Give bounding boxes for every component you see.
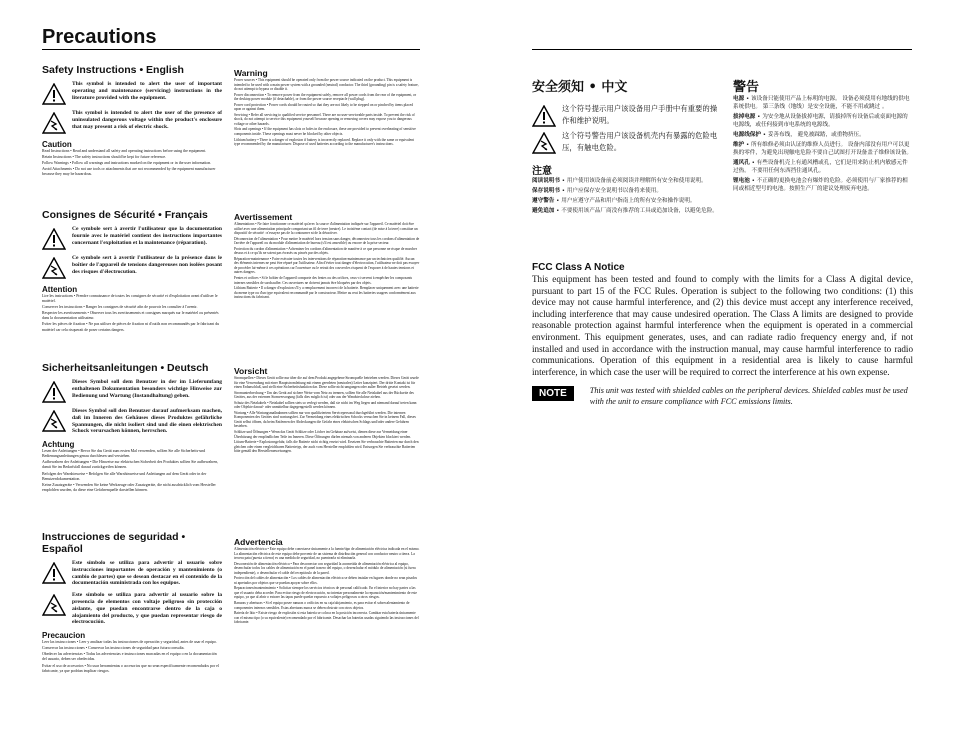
warning-es-item: Alimentación eléctrica • Este equipo debe conectarse únicamente a la fuente/tipo de alimentación eléctrica indicada en el mismo. La alimentación eléctrica de este equipo debe provenir de un sistema de distribución general con conductor neutro a tierra. La tercera pata (puesta a tierra) es una medida de seguridad, no puentearla ni eliminarla. xyxy=(234,547,420,561)
german-caution-item: Lesen der Anleitungen • Bevor Sie das Gerät zum ersten Mal verwenden, sollten Sie alle Sicherheits-und Bedienungsanleitungen genau durchlesen und verstehen. xyxy=(42,449,206,459)
item-text: • 用户使用该设备前必须阅读并理解所有安全和使用说明。 xyxy=(561,178,707,184)
warning-de-section xyxy=(234,366,420,455)
item-key: 保存说明书 xyxy=(532,188,560,194)
warning-es-item: Ranuras y aberturas • Si el equipo posee ranuras o orificios en su caja/alojamiento, es para evitar el sobrecalentamiento de componentes internos sensibles. Estas aberturas nunca se deben obstruir con otros objetos. xyxy=(234,601,410,610)
warning-fr-item: Alimentations • Ne faire fonctionner ce matériel qu'avec la source d'alimentation indiquée sur l'appareil. Ce matériel doit être utilisé avec une alimentation principale comportant un fil de terre (neutre). Le troisième contact (de mise à la terre) constitue un dispositif de sécurité : n'essayez pas de la contourner ni de la désactiver. xyxy=(234,222,418,236)
warning-triangle-icon xyxy=(42,228,66,250)
warning-es-item: Reparaciones/mantenimiento • Solicitar siempre los servicios técnicos de personal calificado. En el interior no hay partes a las que el usuario deba acceder. Para evitar riesgo de electrocución, no intentar personalmente la reparación/mantenimiento de este equipo, ya que al abrir o extraer las tapas puede quedar expuesto a voltajes peligrosos u otros riesgos. xyxy=(234,586,418,600)
german-caution-heading: Achtung xyxy=(42,440,75,450)
warning-de-item: Stromunterbrechung • Um das Gerät auf sichere Weise vom Netz zu trennen, sollten Sie alle Netzkabel aus der Rückseite des Gerätes, aus der externen Stomversorgung (falls dies möglich ist) oder aus der Wandsteckdose ziehen. xyxy=(234,390,414,400)
warning-en-section xyxy=(234,68,420,148)
warning-en-item: Power cord protection • Power cords should be routed so that they are not likely to be stepped on or pinched by items placed upon or against them. xyxy=(234,102,414,112)
french-caution-item: Eviter les pièces de fixation • Ne pas utiliser de pièces de fixation ni d'outils non recommandés par le fabricant du matériel car cela risquerait de poser certains dangers. xyxy=(42,322,220,332)
spanish-caution-item: Evitar el uso de accesorios • No usar herramientas o accesorios que no sean específicamente recomendados por el fabricante, ya que podrían implicar riesgos. xyxy=(42,663,219,673)
item-key: 避免追加 xyxy=(532,208,555,214)
warning-triangle-icon xyxy=(42,562,66,584)
warning-en-item: Servicing • Refer all servicing to qualified service personnel. There are no user-serviceable parts inside. To prevent the risk of shock, do not attempt to service this equipment yourself because opening or removing covers may expose you to dangerous voltage or other hazards. xyxy=(234,112,415,126)
german-heading: Sicherheitsanleitungen • Deutsch xyxy=(42,362,209,374)
chinese-warning-item xyxy=(733,113,913,129)
item-text: • 用户应保存安全说明书以备将来使用。 xyxy=(561,188,662,194)
warning-fr-item: Lithium Batterie • Il a danger d'explosion s'll y a remplacement incorrect de la batterie. Remplacer uniquement avec une batterie du meme type ou d'un type equivalent recommandé par le constructeur. Mettre au reut les batteries usagees conformément aux instructions du fabricant. xyxy=(234,286,419,300)
item-key: 拔掉电源 xyxy=(733,114,756,120)
right-rule xyxy=(532,49,912,50)
chinese-warning-section xyxy=(733,76,913,195)
chinese-warning-1: 这个符号提示用户该设备用户手册中有重要的操作和维护说明。 xyxy=(562,104,718,125)
german-caution-item: Keine Zusatzgeräte • Verwenden Sie keine Werkzeuge oder Zusatzgeräte, die nicht ausdrücklich vom Hersteller empfohlen wurden, da diese eine Gefahrenquelle darstellen können. xyxy=(42,482,216,492)
item-key: 锂电池 xyxy=(733,178,750,184)
spanish-caution-item: Obedecer las advertencias • Todas las advertencias e instrucciones marcadas en el equipo o en la documentación del usuario, deben ser obedecidas. xyxy=(42,652,217,662)
warning-de-item: Wartung • Alle Wartungsmaßnahmen sollten nur von qualifiziertem Servicepersonal durchgeführt werden. Die internen Komponenten des Gerätes sind wartungsfrei. Zur Vermeidung eines elektrischen Schocks versuchen Sie in keinem Fall, dieses Gerät selbst öffnen, da beim Entfernen der Abdeckungen die Gefahr eines elektrischen Schlags und/oder andere Gefahren bestehen. xyxy=(234,410,416,429)
chinese-caution-item xyxy=(532,207,722,215)
warning-fr-item: Réparation-maintenance • Faire exécuter toutes les interventions de réparation-maintenance par un technicien qualifié. Aucun des éléments internes ne peut être réparé par l'utilisateur. Afin d'éviter tout danger d'électrocution, l'utilisateur ne doit pas essayer de procéder lui-même à ces opérations car l'ouverture ou le retrait des couvercles risquent de l'exposer à de hautes tensions et autres dangers. xyxy=(234,256,420,275)
french-section xyxy=(42,209,222,334)
warning-en-item: Power sources • This equipment should be operated only from the power source indicated on the product. This equipment is intended to be used with a main power system with a grounded (neutral) conductor. The third (grounding) pin is a safety feature, do not attempt to bypass or disable it. xyxy=(234,78,419,92)
spanish-warning-1: Este símbolo se utiliza para advertir al usuario sobre instrucciones importantes de operación y mantenimiento (o cambio de partes) que se desean destacar en el contenido de la documentación suministrada con los equipos. xyxy=(72,560,222,587)
chinese-heading: 安全须知 • 中文 xyxy=(532,80,628,95)
german-warning-2: Dieses Symbol soll den Benutzer darauf aufmerksam machen, daß im Inneren des Gehäuses dieses Produktes gefährliche Spannungen, die nicht isoliert sind und die einen elektrischen Schock verursachen können, herrschen. xyxy=(72,408,222,435)
chinese-caution-item xyxy=(532,197,722,205)
german-caution-item: Befolgen der Warnhinweise • Befolgen Sie alle Warnhinweise und Anleitungen auf dem Gerät oder in der Benutzerdokumentation. xyxy=(42,471,207,481)
chinese-caution-item xyxy=(532,187,722,195)
item-text: • 有些设备机壳上有通风槽或孔，它们是用来防止机内敏感元件过热。 不要用任何东西挡住通风孔。 xyxy=(733,160,908,174)
chinese-warning-2: 这个符号警告用户该设备机壳内有暴露的危险电压，有触电危险。 xyxy=(562,131,718,152)
item-text: • 该设备只能使用产品上标明的电源。 设备必须使用有地线的供电系统供电。 第三条线（地线）是安全设施，不能不用或跳过 。 xyxy=(733,96,910,110)
chinese-warning-item xyxy=(733,141,913,157)
french-warning-2: Ce symbole sert à avertir l'utilisateur de la présence dans le boîtier de l'appareil de tensions dangereuses non isolées posant des risques d'électrocution. xyxy=(72,255,222,275)
chinese-warning-item xyxy=(733,95,913,111)
warning-es-section xyxy=(234,537,420,626)
chinese-warning-item xyxy=(733,131,913,139)
english-caution-item: Retain Instructions • The safety instructions should be kept for future reference. xyxy=(42,155,167,160)
warning-en-item: Lithium battery • There is a danger of explosion if battery is incorrectly replaced. Replace it only with the same or equivalent type recommended by the manufacturer. Dispose of used batteries according to the manufacturer's instructions. xyxy=(234,137,415,147)
english-caution-heading: Caution xyxy=(42,140,72,149)
english-warning-1: This symbol is intended to alert the user of important operating and maintenance (servicing) instructions in the literature provided with the equipment. xyxy=(72,81,222,101)
spanish-heading: Instrucciones de seguridad • Español xyxy=(42,531,186,555)
electric-shock-icon xyxy=(42,257,66,279)
warning-es-item: Desconexión de alimentación eléctrica • Para desconectar con seguridad la acometida de alimentación eléctrica al equipo, desenchufar todos los cables de alimentación en el panel trasero del equipo, o desenchufar el módulo de alimentación (si fuera independiente), o desenchufar el cable del receptáculo de la pared. xyxy=(234,561,416,575)
chinese-warning-heading: 警告 xyxy=(733,80,760,95)
warning-es-heading: Advertencia xyxy=(234,537,283,547)
note-text: This unit was tested with shielded cables on the peripheral devices. Shielded cables must be used with the unit to ensure compliance with FCC emissions limits. xyxy=(589,386,908,406)
warning-en-item: Slots and openings • If the equipment has slots or holes in the enclosure, these are provided to prevent overheating of sensitive components inside. These openings must never be blocked by other objects. xyxy=(234,127,416,137)
french-caution-item: Lire les instructions • Prendre connaissance de toutes les consignes de sécurité et d'exploitation avant d'utiliser le matériel. xyxy=(42,294,218,304)
title-rule xyxy=(42,49,420,50)
spanish-warning-2: Este símbolo se utiliza para advertir al usuario sobre la presencia de elementos con voltaje peligroso sin protección aislante, que puedan encontrarse dentro de la caja o alojamiento del producto, y que puedan representar riesgo de electrocución. xyxy=(72,592,222,626)
item-text: • 用户应遵守产品和用户指南上的所有安全和操作说明。 xyxy=(556,198,696,204)
english-heading: Safety Instructions • English xyxy=(42,64,184,76)
warning-triangle-icon xyxy=(532,105,556,127)
item-key: 电源 xyxy=(733,96,745,102)
warning-de-heading: Vorsicht xyxy=(234,366,268,376)
french-caution-item: Respecter les avertissements • Observer tous les avertissements et consignes marqués sur le matériel ou présentés dans la documentation utilisateur. xyxy=(42,311,219,321)
item-key: 阅读说明书 xyxy=(532,178,560,184)
warning-es-item: Protección del cables de alimentación • Los cables de alimentación eléctrica se deben instalar en lugares donde no sean pisados ni apretados por objetos que se puedan apoyar sobre ellos. xyxy=(234,576,417,585)
german-caution-item: Aufbewahren der Anleitungen • Die Hinweise zur elektrischen Sicherheit des Produktes sollten Sie aufbewahren, damit Sie im Bedarfsfall darauf zurückgreifen können. xyxy=(42,460,219,470)
spanish-caution-heading: Precaucion xyxy=(42,631,86,641)
english-section xyxy=(42,64,222,178)
warning-de-item: Schlitze und Öffnungen • Wenn das Gerät Schlitze oder Löcher im Gehäuse aufweist, dienen diese zur Vermeidung einer Überhitzung der empfindlichen Teile im Inneren. Diese Öffnungen dürfen niemals von anderen Objekten blockiert werden. xyxy=(234,430,412,439)
fcc-body: This equipment has been tested and found to comply with the limits for a Class A digital device, pursuant to part 15 of the FCC Rules. Operation is subject to the following two conditions: (1) this device may not cause harmful interference, and (2) this device must accept any interference received, including interference that may cause undesired operation. The Class A limits are designed to provide reasonable protection against harmful interference when the equipment is operated in a commercial environment. This equipment generates, uses, and can radiate radio frequency energy and, if not installed and used in accordance with the instruction manual, may cause harmful interference to radio communications. Operation of this equipment in a residential area is likely to cause harmful interference, in which case the user will be required to correct the interference at his own expense. xyxy=(532,274,913,377)
english-caution-item: Read Instructions • Read and understand all safety and operating instructions before using the equipment. xyxy=(42,149,207,153)
french-warning-1: Ce symbole sert à avertir l'utilisateur que la documentation fournie avec le matériel contient des instructions importantes concernant l'exploitation et la maintenance (réparation). xyxy=(72,226,222,246)
note-badge: NOTE xyxy=(532,386,574,401)
warning-de-item: Schutz des Netzkabels • Netzkabel sollten stets so verlegt werden, daß sie nicht im Weg liegen und niemand darauf treten kann oder Objekte darauf- oder unmittelbar dagegengestellt werden können. xyxy=(234,400,417,410)
french-caution-heading: Attention xyxy=(42,285,78,294)
chinese-section xyxy=(532,76,722,217)
warning-en-item: Power disconnection • To remove power from the equipment safely, remove all power cords from the rear of the equipment, or the desktop power module (if detachable), or from the power source receptacle (wall plug). xyxy=(234,92,417,102)
item-text: • 所有维修必须由认证的维修人员进行。 设备内部没有用户可以更换的零件，为避免出现触电危险不要自己试图打开设备盖子维修该设备。 xyxy=(733,142,913,156)
item-key: 电源线保护 xyxy=(733,132,761,138)
spanish-caution-item: Conservar las instrucciones • Conservar las instrucciones de seguridad para futura consulta. xyxy=(42,646,185,651)
item-key: 遵守警告 xyxy=(532,198,555,204)
warning-fr-item: Déconnexion de l'alimentation • Pour mettre le matériel hors tension sans danger, déconnectez tous les cordons d'alimentation de l'arrière de l'appareil ou du module d'alimentation de bureau (s'il est amovible) ou encore de la prise secteur. xyxy=(234,236,420,246)
warning-fr-item: Fentes et orifices • Si le boîtier de l'appareil comporte des fentes ou des orifices, ceux-ci servent à empêcher les composants internes sensibles de surchauffer. Ces ouvertures ne doivent jamais être bloquées par des objets. xyxy=(234,276,413,285)
english-warning-2: This symbol is intended to alert the user of the presence of uninsulated dangerous voltage within the product's enclosure that may present a risk of electric shock. xyxy=(72,110,222,130)
chinese-warning-item xyxy=(733,159,913,175)
item-key: 维护 xyxy=(733,142,745,148)
warning-fr-heading: Avertissement xyxy=(234,212,293,222)
chinese-caution-heading: 注意 xyxy=(532,166,552,177)
item-key: 通风孔 xyxy=(733,160,750,166)
item-text: • 妥善布线， 避免被踩踏，或重物挤压。 xyxy=(762,132,865,138)
electric-shock-icon xyxy=(42,410,66,432)
warning-de-item: Stromquellen • Dieses Gerät sollte nur über die auf dem Produkt angegebene Stromquelle betrieben werden. Dieses Gerät wurde für eine Verwendung mit einer Hauptstromleitung mit einem geerdeten (neutralen) Leiter konzipiert. Der dritte Kontakt ist für einen Erdanschluß, und stellt eine Sicherheitsfunktion dar. Diese sollte nicht umgangen oder außer Betrieb gesetzt werden. xyxy=(234,376,419,390)
item-text: • 不要使用该产品厂商没有推荐的工具或追加设备，以避免危险。 xyxy=(556,208,718,214)
warning-de-item: Litium-Batterie • Explosionsgefahr, falls die Batterie nicht richtig ersetzt wird. Ersetzen Sie verbrauchte Batterien nur durch den gleichen oder einen vergleichbaren Batterietyp, der auch vom Hersteller empfohlen wird. Entsorgen Sie verbrauchte Batterien bitte gemäß den Herstelleranweisungen. xyxy=(234,440,419,454)
fcc-heading: FCC Class A Notice xyxy=(532,262,625,273)
english-caution-item: Follow Warnings • Follow all warnings and instructions marked on the equipment or in the user information. xyxy=(42,161,212,166)
page-title: Precautions xyxy=(42,26,157,48)
french-heading: Consignes de Sécurité • Français xyxy=(42,209,208,221)
electric-shock-icon xyxy=(42,594,66,616)
warning-fr-section xyxy=(234,212,420,301)
german-section xyxy=(42,362,222,494)
warning-fr-item: Protection du cordon d'alimentation • Acheminer les cordons d'alimentation de manière à ce que personne ne risque de marcher dessus et à ce qu'ils ne soient pas écrasés ou pincés par des objets. xyxy=(234,246,417,256)
electric-shock-icon xyxy=(42,112,66,134)
german-warning-1: Dieses Symbol soll dem Benutzer in der im Lieferumfang enthaltenen Dokumentation besonders wichtige Hinweise zur Bedienung und Wartung (Instandhaltung) geben. xyxy=(72,379,222,399)
spanish-section xyxy=(42,531,222,675)
item-text: • 为安全地从设备拔掉电源，请拔掉所有设备后或桌面电源的电源线，或任何接到市电系统的电源线。 xyxy=(733,114,908,128)
warning-es-item: Batería de litio • Existe riesgo de explosión si esta batería se coloca en la posición incorrecta. Cambiar esta batería únicamente con el mismo tipo (o su equivalente) recomendado por el fabricante. Desachar las baterías usadas siguiendo las instrucciones del fabricante. xyxy=(234,611,419,625)
chinese-warning-item xyxy=(733,177,913,193)
electric-shock-icon xyxy=(532,132,556,154)
spanish-caution-item: Leer las instrucciones • Leer y analizar todas las instrucciones de operación y seguridad, antes de usar el equipo. xyxy=(42,640,217,645)
english-caution-item: Avoid Attachments • Do not use tools or attachments that are not recommended by the equipment manufacturer because they may be hazardous. xyxy=(42,167,216,177)
french-caution-item: Conserver les instructions • Ranger les consignes de sécurité afin de pouvoir les consulter à l'avenir. xyxy=(42,305,198,310)
fcc-section xyxy=(532,262,913,407)
warning-triangle-icon xyxy=(42,83,66,105)
chinese-caution-item xyxy=(532,177,722,185)
warning-triangle-icon xyxy=(42,381,66,403)
warning-en-heading: Warning xyxy=(234,68,268,78)
item-text: • 不正确的更换电池会有爆炸的危险。必须使用与厂家推荐的相同或相近型号的电池。按照生产厂的建议处理废弃电池。 xyxy=(733,178,908,192)
